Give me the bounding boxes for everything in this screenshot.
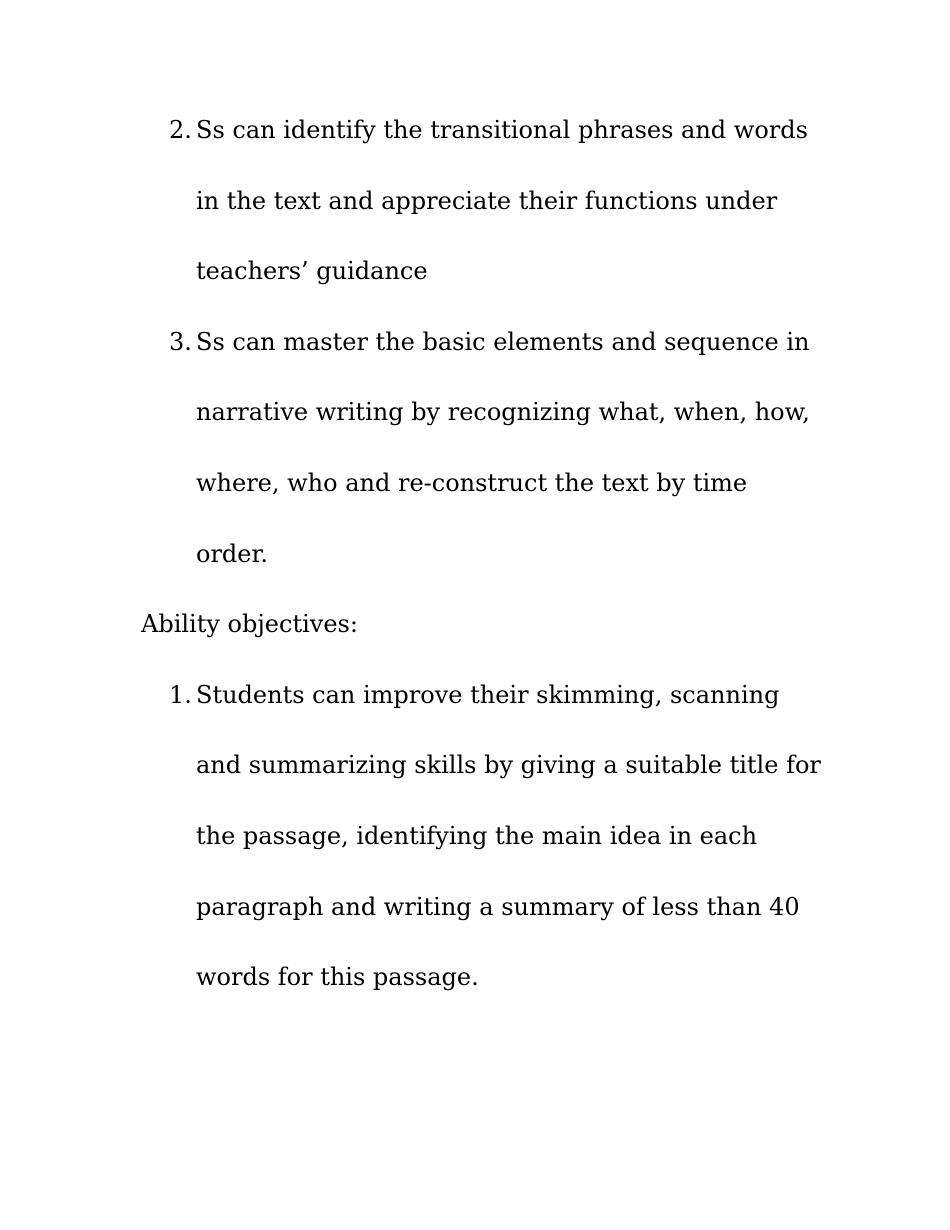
list-line: paragraph and writing a summary of less than 40 bbox=[196, 892, 800, 921]
list-line: Students can improve their skimming, scanning bbox=[196, 680, 780, 709]
list-line: the passage, identifying the main idea in each bbox=[196, 821, 758, 850]
list-number: 3. bbox=[169, 327, 192, 356]
list-line: Ss can master the basic elements and sequence in bbox=[196, 327, 810, 356]
list-line: and summarizing skills by giving a suitable title for bbox=[196, 751, 821, 780]
list-item bbox=[141, 307, 821, 589]
list-number: 1. bbox=[169, 680, 192, 709]
knowledge-objectives-list bbox=[141, 95, 821, 589]
ability-objectives-list bbox=[141, 660, 821, 1013]
list-line: Ss can identify the transitional phrases and words bbox=[196, 116, 808, 144]
list-line: order. bbox=[196, 539, 268, 568]
list-line: narrative writing by recognizing what, when, how, bbox=[196, 398, 810, 427]
ability-objectives-heading: Ability objectives: bbox=[141, 610, 358, 639]
list-line: words for this passage. bbox=[196, 963, 479, 992]
list-line: where, who and re-construct the text by time bbox=[196, 468, 748, 497]
list-line: teachers’ guidance bbox=[196, 257, 428, 286]
list-number: 2. bbox=[169, 116, 192, 144]
list-line: in the text and appreciate their functions under bbox=[196, 186, 778, 215]
document-body bbox=[141, 95, 821, 1013]
list-item bbox=[141, 660, 821, 1013]
list-item bbox=[141, 95, 821, 307]
